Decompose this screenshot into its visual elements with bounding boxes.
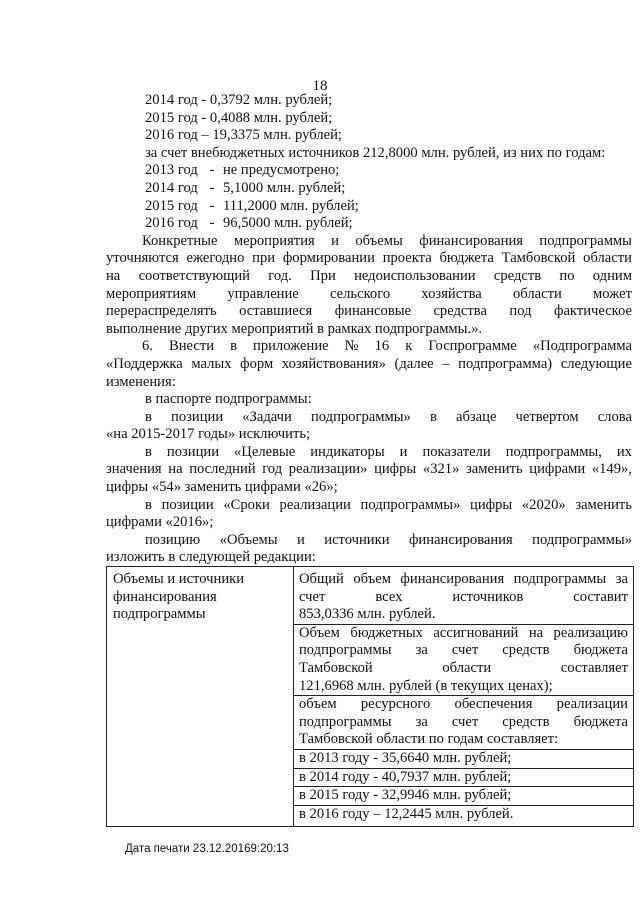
word: средств	[502, 713, 550, 730]
cell-line: 853,0336 млн. рублей.	[299, 606, 436, 623]
word: при	[252, 250, 276, 267]
word: недоиспользовании	[354, 267, 476, 284]
year-label: 2013 год	[145, 162, 198, 179]
cell-line	[294, 642, 633, 660]
word: слова	[597, 408, 632, 425]
word: «2020»	[521, 496, 566, 513]
word: управление	[227, 285, 299, 302]
word: бюджетных	[350, 624, 423, 641]
text-line: цифрами «2016»;	[106, 514, 214, 531]
word: области	[442, 659, 492, 676]
word: объем	[299, 696, 337, 713]
word: финансирования	[408, 531, 513, 548]
word: позиции	[161, 496, 214, 513]
word: показатели	[422, 443, 491, 460]
word: ресурсного	[360, 696, 431, 713]
word: подпрограммы»	[532, 531, 632, 548]
text-line: цифры «54» заменить цифрами «26»;	[106, 479, 338, 496]
word: в	[145, 443, 152, 460]
text-line	[106, 286, 632, 304]
print-date-footer: Дата печати 23.12.20169:20:13	[125, 843, 289, 855]
word: хозяйствования»	[281, 355, 386, 372]
word: подпрограммы	[299, 713, 392, 730]
word: Объем	[299, 624, 340, 641]
word: реализации»	[288, 461, 368, 478]
text-line	[106, 233, 632, 251]
word: Тамбовской	[299, 659, 373, 676]
word: «Поддержка	[106, 355, 183, 372]
text-line	[106, 444, 632, 462]
word: 16	[374, 338, 390, 355]
cell-line: в 2016 году – 12,2445 млн. рублей.	[294, 805, 633, 827]
word: цифрами	[529, 461, 586, 478]
word: перераспределять	[106, 303, 217, 320]
word: позицию	[145, 531, 201, 548]
year-label: 2015 год	[145, 197, 198, 214]
word: «Целевые	[234, 443, 296, 460]
word: 6.	[142, 338, 153, 355]
word: Госпрограмме	[428, 338, 517, 355]
cell-line	[294, 571, 633, 589]
word: абзаце	[455, 408, 497, 425]
word: ассигнований	[433, 624, 519, 641]
word: реализации	[556, 696, 628, 713]
word: за	[615, 571, 628, 587]
word: бюджета	[573, 642, 628, 659]
cell-line: Объемы и источники	[113, 571, 245, 587]
word: год.	[268, 267, 292, 284]
year-label: 2014 год	[145, 179, 198, 196]
word: формировании	[282, 250, 375, 267]
cell-line: в 2015 году - 32,9946 млн. рублей;	[294, 786, 633, 805]
cell-line	[294, 695, 633, 714]
cell-line	[294, 624, 633, 643]
word: позиции	[166, 443, 220, 460]
word: в	[429, 408, 437, 425]
word: по	[559, 267, 575, 284]
word: фактическое	[554, 303, 632, 320]
word: счет	[451, 642, 479, 659]
word: подпрограммы	[539, 232, 632, 249]
year-label: 2016 год	[145, 215, 198, 232]
budget-table	[106, 566, 634, 827]
section-heading-line	[106, 338, 632, 356]
year-row	[106, 162, 632, 180]
word: ежегодно	[186, 250, 245, 267]
word: (далее	[394, 355, 434, 372]
word: соответствующий	[138, 267, 250, 284]
word: в	[145, 496, 152, 513]
word: хозяйства	[421, 285, 482, 302]
cell-line: в 2014 году - 40,7937 млн. рублей;	[294, 768, 633, 787]
word: на	[528, 624, 544, 641]
year-row	[106, 180, 632, 198]
word: счет	[451, 713, 479, 730]
word: области	[513, 285, 562, 302]
word: на	[168, 461, 183, 478]
word: последний	[189, 461, 256, 478]
text-line: в паспорте подпрограммы:	[145, 391, 312, 408]
cell-line: в 2013 году - 35,6640 млн. рублей;	[294, 749, 633, 768]
text-line: за счет внебюджетных источников 212,8000 млн. рублей, из них по годам:	[145, 144, 606, 161]
word: «149»,	[591, 461, 632, 478]
word: за	[415, 642, 428, 659]
word: мероприятиям	[106, 285, 197, 302]
word: и	[297, 531, 305, 548]
word: объемы	[355, 232, 403, 249]
year-value: 5,1000 млн. рублей;	[223, 179, 346, 196]
word: следующие	[560, 355, 632, 372]
word: заменить	[466, 461, 523, 478]
table-row	[107, 567, 634, 827]
word: Конкретные	[142, 232, 218, 249]
word: финансовые	[334, 303, 411, 320]
word: уточняются	[106, 250, 179, 267]
word: проекта	[382, 250, 432, 267]
text-line	[106, 461, 632, 479]
text-line: выполнение других мероприятий в рамках подпрограммы.».	[106, 320, 483, 337]
word: Тамбовской	[501, 250, 576, 267]
word: реализации	[279, 496, 351, 513]
text-line	[106, 409, 632, 427]
word: «Объемы	[219, 531, 278, 548]
word: за	[415, 713, 428, 730]
word: одним	[592, 267, 632, 284]
text-line	[106, 356, 632, 374]
text-line	[106, 250, 632, 268]
word: При	[310, 267, 336, 284]
word: в	[145, 408, 152, 425]
word: объем	[353, 571, 391, 587]
cell-line	[294, 660, 633, 678]
text-line: «на 2015-2017 годы» исключить;	[106, 426, 311, 443]
word: «321»	[422, 461, 460, 478]
text-line: 2015 год - 0,4088 млн. рублей;	[145, 109, 333, 126]
text-line: изложить в следующей редакции:	[106, 549, 316, 566]
word: мероприятия	[233, 232, 315, 249]
word: малых	[191, 355, 232, 372]
word: Общий	[299, 571, 344, 587]
word: может	[593, 285, 632, 302]
word: бюджета	[439, 250, 494, 267]
document-body	[106, 92, 632, 567]
word: составит	[573, 588, 628, 605]
word: №	[344, 338, 359, 355]
word: приложение	[253, 338, 329, 355]
word: –	[442, 355, 450, 372]
text-line: изменения:	[106, 373, 176, 390]
word: реализацию	[553, 624, 628, 641]
word: финансирования	[400, 571, 505, 587]
word: средств	[502, 642, 550, 659]
text-line: 2016 год – 19,3375 млн. рублей;	[145, 127, 342, 144]
year-row	[106, 215, 632, 233]
word: бюджета	[573, 713, 628, 730]
dash: -	[209, 197, 215, 214]
dash: -	[209, 179, 215, 196]
word: позиции	[171, 408, 224, 425]
table-cell-label	[107, 567, 294, 827]
word: составляет	[560, 659, 628, 676]
cell-line: Тамбовской области по годам составляет:	[299, 731, 559, 748]
table-cell-content	[294, 567, 634, 827]
dash: -	[209, 215, 215, 232]
word: Внести	[168, 338, 215, 355]
word: заменить	[575, 496, 632, 513]
word: средств	[493, 267, 542, 284]
word: «Сроки	[223, 496, 270, 513]
word: всех	[375, 588, 403, 605]
text-line: 2014 год - 0,3792 млн. рублей;	[145, 92, 333, 108]
word: финансирования	[419, 232, 523, 249]
word: оставшиеся	[239, 303, 313, 320]
word: подпрограммы»	[310, 408, 411, 425]
dash: -	[209, 162, 215, 179]
year-value: не предусмотрено;	[223, 162, 340, 179]
year-value: 111,2000 млн. рублей;	[223, 197, 359, 214]
word: средства	[433, 303, 487, 320]
word: сельского	[330, 285, 391, 302]
word: цифры	[374, 461, 417, 478]
word: под	[509, 303, 532, 320]
word: год	[262, 461, 283, 478]
word: форм	[240, 355, 274, 372]
word: счет	[299, 588, 326, 605]
word: подпрограмма)	[458, 355, 553, 372]
word: значения	[106, 461, 162, 478]
year-value: 96,5000 млн. рублей;	[223, 215, 353, 232]
word: источники	[324, 531, 390, 548]
word: к	[405, 338, 413, 355]
text-line	[106, 532, 632, 550]
word: подпрограммы,	[505, 443, 602, 460]
word: подпрограммы	[513, 571, 607, 587]
word: источников	[452, 588, 524, 605]
word: подпрограммы»	[360, 496, 461, 513]
word: на	[106, 267, 121, 284]
cell-line	[294, 589, 633, 607]
cell-line: 121,6968 млн. рублей (в текущих ценах);	[299, 677, 553, 694]
cell-line: подпрограммы	[113, 606, 206, 623]
word: индикаторы	[310, 443, 385, 460]
cell-line: финансирования	[113, 588, 217, 605]
word: «Задачи	[242, 408, 292, 425]
page-number: 18	[312, 78, 328, 94]
word: цифры	[470, 496, 513, 513]
word: подпрограммы	[299, 642, 392, 659]
word: области	[583, 250, 632, 267]
word: в	[230, 338, 237, 355]
text-line	[106, 303, 632, 321]
cell-line	[294, 714, 633, 732]
word: «Подпрограмма	[532, 338, 632, 355]
text-line	[106, 268, 632, 286]
text-line	[106, 497, 632, 515]
word: и	[331, 232, 339, 249]
word: их	[616, 443, 632, 460]
year-row	[106, 198, 632, 216]
word: обеспечения	[454, 696, 533, 713]
word: и	[399, 443, 408, 460]
word: четвертом	[515, 408, 579, 425]
